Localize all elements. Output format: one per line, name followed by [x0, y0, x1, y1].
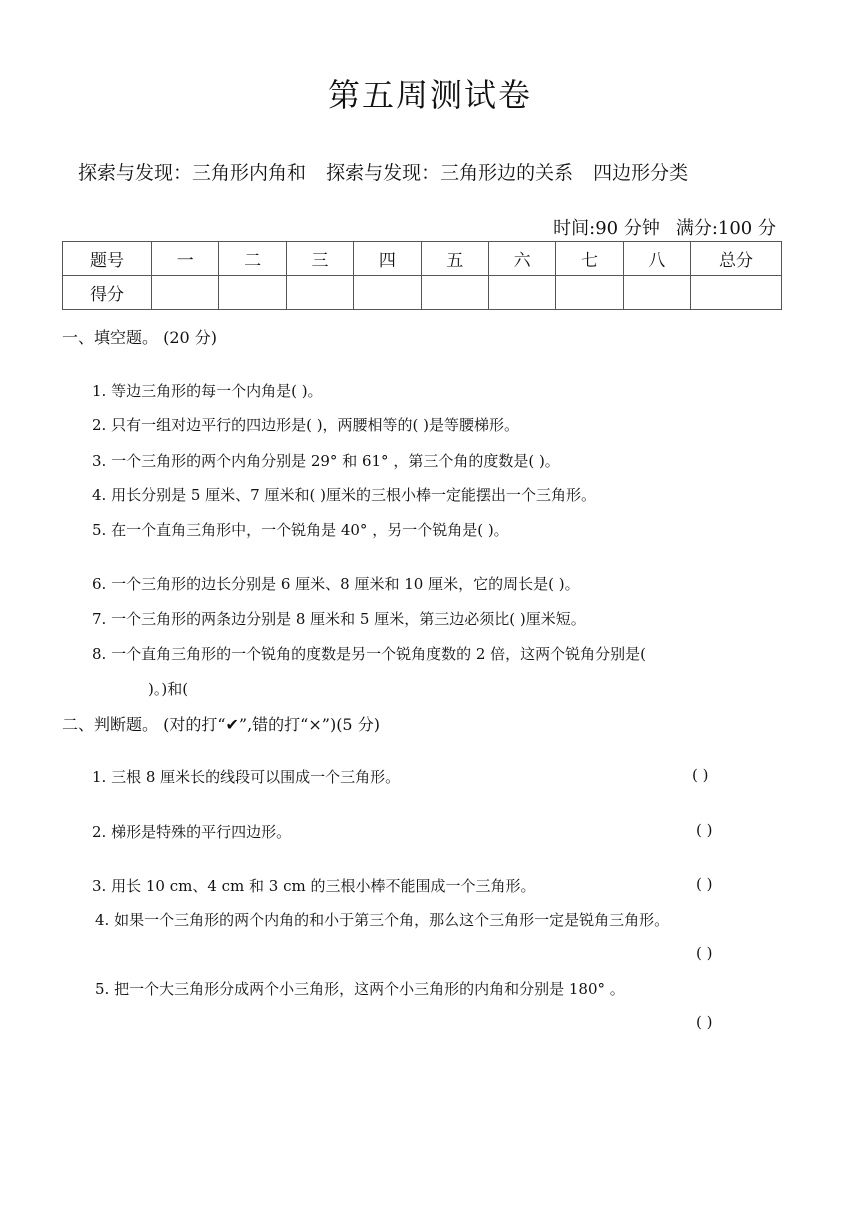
exam-time: 时间:90 分钟 [553, 218, 660, 239]
answer-paren[interactable]: ( ) [696, 875, 713, 893]
score-header-cell: 七 [556, 242, 623, 276]
score-cell[interactable] [354, 276, 421, 310]
score-header-cell: 二 [219, 242, 286, 276]
fill-question-7: 7. 一个三角形的两条边分别是 8 厘米和 5 厘米，第三边必须比( )厘米短。 [92, 610, 586, 628]
section2-heading: 二、判断题。 (对的打“✔”,错的打“×”)(5 分) [62, 715, 380, 734]
topic-3: 四边形分类 [593, 162, 689, 184]
score-cell[interactable] [421, 276, 488, 310]
fill-question-5: 5. 在一个直角三角形中，一个锐角是 40° ，另一个锐角是( )。 [92, 521, 509, 539]
topic-1: 探索与发现：三角形内角和 [78, 162, 307, 184]
answer-paren[interactable]: ( ) [696, 1013, 713, 1031]
fill-question-4: 4. 用长分别是 5 厘米、7 厘米和( )厘米的三根小棒一定能摆出一个三角形。 [92, 486, 596, 504]
score-cell[interactable] [286, 276, 353, 310]
score-header-cell: 四 [354, 242, 421, 276]
fill-question-6: 6. 一个三角形的边长分别是 6 厘米、8 厘米和 10 厘米，它的周长是( )。 [92, 575, 580, 593]
topic-2: 探索与发现：三角形边的关系 [326, 162, 574, 184]
score-cell[interactable] [488, 276, 555, 310]
fill-question-2: 2. 只有一组对边平行的四边形是( )，两腰相等的( )是等腰梯形。 [92, 416, 520, 434]
answer-paren[interactable]: ( ) [696, 944, 713, 962]
fill-question-1: 1. 等边三角形的每一个内角是( )。 [92, 382, 323, 400]
judge-question-4: 4. 如果一个三角形的两个内角的和小于第三个角，那么这个三角形一定是锐角三角形。 [95, 911, 670, 929]
score-table-header-row [63, 242, 782, 276]
judge-question-5: 5. 把一个大三角形分成两个小三角形，这两个小三角形的内角和分别是 180° 。 [95, 980, 625, 998]
fill-question-8: 8. 一个直角三角形的一个锐角的度数是另一个锐角度数的 2 倍，这两个锐角分别是( [92, 645, 647, 663]
judge-question-2: 2. 梯形是特殊的平行四边形。 [92, 823, 292, 841]
fill-question-3: 3. 一个三角形的两个内角分别是 29° 和 61° ，第三个角的度数是( )。 [92, 452, 560, 470]
score-row-label: 得分 [63, 276, 152, 310]
answer-paren[interactable]: ( ) [692, 766, 709, 784]
fill-question-8-continued: )。)和( [148, 680, 189, 698]
score-cell[interactable] [219, 276, 286, 310]
score-table-score-row [63, 276, 782, 310]
judge-question-3: 3. 用长 10 cm、4 cm 和 3 cm 的三根小棒不能围成一个三角形。 [92, 877, 536, 895]
score-header-cell: 六 [488, 242, 555, 276]
score-header-cell: 八 [623, 242, 690, 276]
score-header-cell: 三 [286, 242, 353, 276]
judge-question-1: 1. 三根 8 厘米长的线段可以围成一个三角形。 [92, 768, 401, 786]
exam-full-score: 满分:100 分 [675, 218, 776, 239]
page-title: 第五周测试卷 [327, 76, 532, 114]
score-header-cell: 题号 [63, 242, 152, 276]
score-cell[interactable] [152, 276, 219, 310]
score-header-cell: 总分 [691, 242, 782, 276]
topics-line [78, 158, 702, 185]
exam-info [553, 214, 776, 240]
section1-heading: 一、填空题。 (20 分) [62, 328, 218, 347]
score-header-cell: 一 [152, 242, 219, 276]
answer-paren[interactable]: ( ) [696, 821, 713, 839]
score-cell[interactable] [623, 276, 690, 310]
score-cell[interactable] [691, 276, 782, 310]
score-cell[interactable] [556, 276, 623, 310]
score-header-cell: 五 [421, 242, 488, 276]
score-table [62, 241, 782, 310]
